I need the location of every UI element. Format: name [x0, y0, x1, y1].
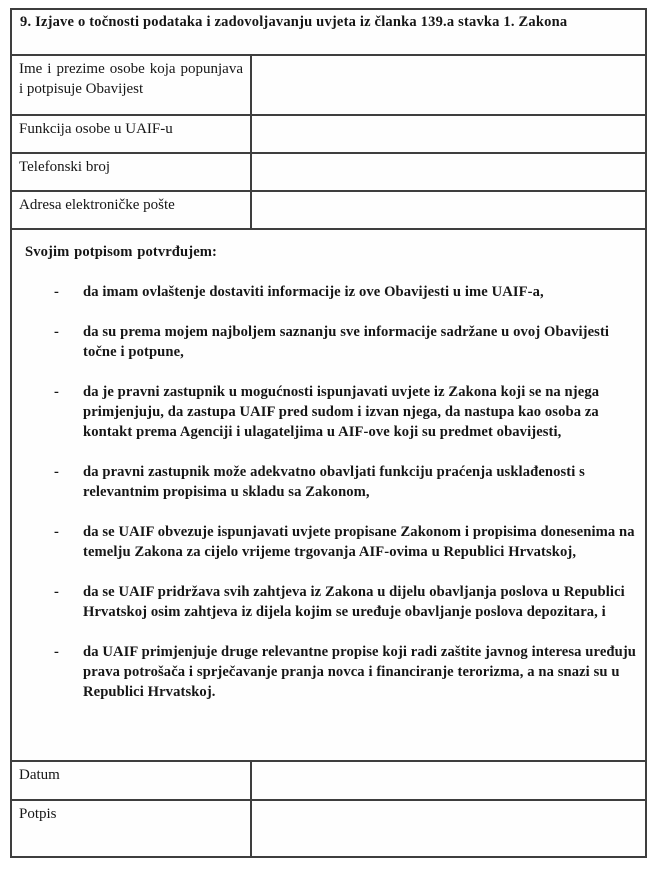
- field-label-full-name: Ime i prezime osobe koja popunjava i potpisuje Obavijest: [12, 56, 252, 114]
- dash-bullet: -: [54, 324, 59, 340]
- declaration-item: [54, 582, 639, 622]
- field-input-function[interactable]: [252, 116, 645, 152]
- field-row-email: [12, 190, 645, 228]
- declaration-item: [54, 642, 639, 702]
- declaration-item-text: da imam ovlaštenje dostaviti informacije iz ove Obavijesti u ime UAIF-a,: [83, 284, 544, 300]
- field-input-email[interactable]: [252, 192, 645, 228]
- field-input-phone[interactable]: [252, 154, 645, 190]
- declaration-item-text: da je pravni zastupnik u mogućnosti ispunjavati uvjete iz Zakona koji se na njega primjenjuju, da zastupa UAIF pred sudom i izvan njega, da nastupa kao osoba za kontakt prema Agenciji i ulagateljima u AIF-ove koji su predmet obavijesti,: [83, 384, 600, 440]
- dash-bullet: -: [54, 464, 59, 480]
- field-row-date: [12, 760, 645, 799]
- declaration-item: [54, 382, 639, 442]
- field-row-signature: [12, 799, 645, 856]
- field-label-email: Adresa elektroničke pošte: [12, 192, 252, 228]
- dash-bullet: -: [54, 644, 59, 660]
- declaration-section: [12, 228, 645, 760]
- declaration-item: [54, 522, 639, 562]
- dash-bullet: -: [54, 384, 59, 400]
- dash-bullet: -: [54, 524, 59, 540]
- field-input-date[interactable]: [252, 762, 645, 799]
- field-label-phone: Telefonski broj: [12, 154, 252, 190]
- field-input-full-name[interactable]: [252, 56, 645, 114]
- field-label-signature: Potpis: [12, 801, 252, 856]
- declaration-item-text: da UAIF primjenjuje druge relevantne propise koji radi zaštite javnog interesa uređuju prava potrošača i sprječavanje pranja novca i financiranje terorizma, a na snazi su u Republici Hrvatskoj.: [83, 644, 637, 700]
- declaration-item-text: da se UAIF pridržava svih zahtjeva iz Zakona u dijelu obavljanja poslova u Republici Hrvatskoj osim zahtjeva iz dijela kojim se uređuje obavljanje poslova depozitara, i: [83, 584, 625, 620]
- field-input-signature[interactable]: [252, 801, 645, 856]
- field-row-function: [12, 114, 645, 152]
- dash-bullet: -: [54, 284, 59, 300]
- section-title-text: 9. Izjave o točnosti podataka i zadovoljavanju uvjeta iz članka 139.a stavka 1. Zakona: [20, 14, 568, 30]
- field-row-full-name: [12, 54, 645, 114]
- declaration-form-table: [10, 8, 647, 858]
- field-row-phone: [12, 152, 645, 190]
- declaration-item-text: da se UAIF obvezuje ispunjavati uvjete propisane Zakonom i propisima donesenima na temelju Zakona za cijelo vrijeme trgovanja AIF-ovima u Republici Hrvatskoj,: [83, 524, 635, 560]
- section-title: [12, 10, 645, 54]
- declaration-item: [54, 322, 639, 362]
- field-label-date: Datum: [12, 762, 252, 799]
- dash-bullet: -: [54, 584, 59, 600]
- declaration-item-text: da pravni zastupnik može adekvatno obavljati funkciju praćenja usklađenosti s relevantnim propisima u skladu sa Zakonom,: [83, 464, 585, 500]
- declaration-item-text: da su prema mojem najboljem saznanju sve informacije sadržane u ovoj Obavijesti točne i potpune,: [83, 324, 610, 360]
- declaration-heading: Svojim potpisom potvrđujem:: [25, 244, 217, 260]
- declaration-item: [54, 462, 639, 502]
- field-label-function: Funkcija osobe u UAIF-u: [12, 116, 252, 152]
- declaration-item: [54, 282, 639, 302]
